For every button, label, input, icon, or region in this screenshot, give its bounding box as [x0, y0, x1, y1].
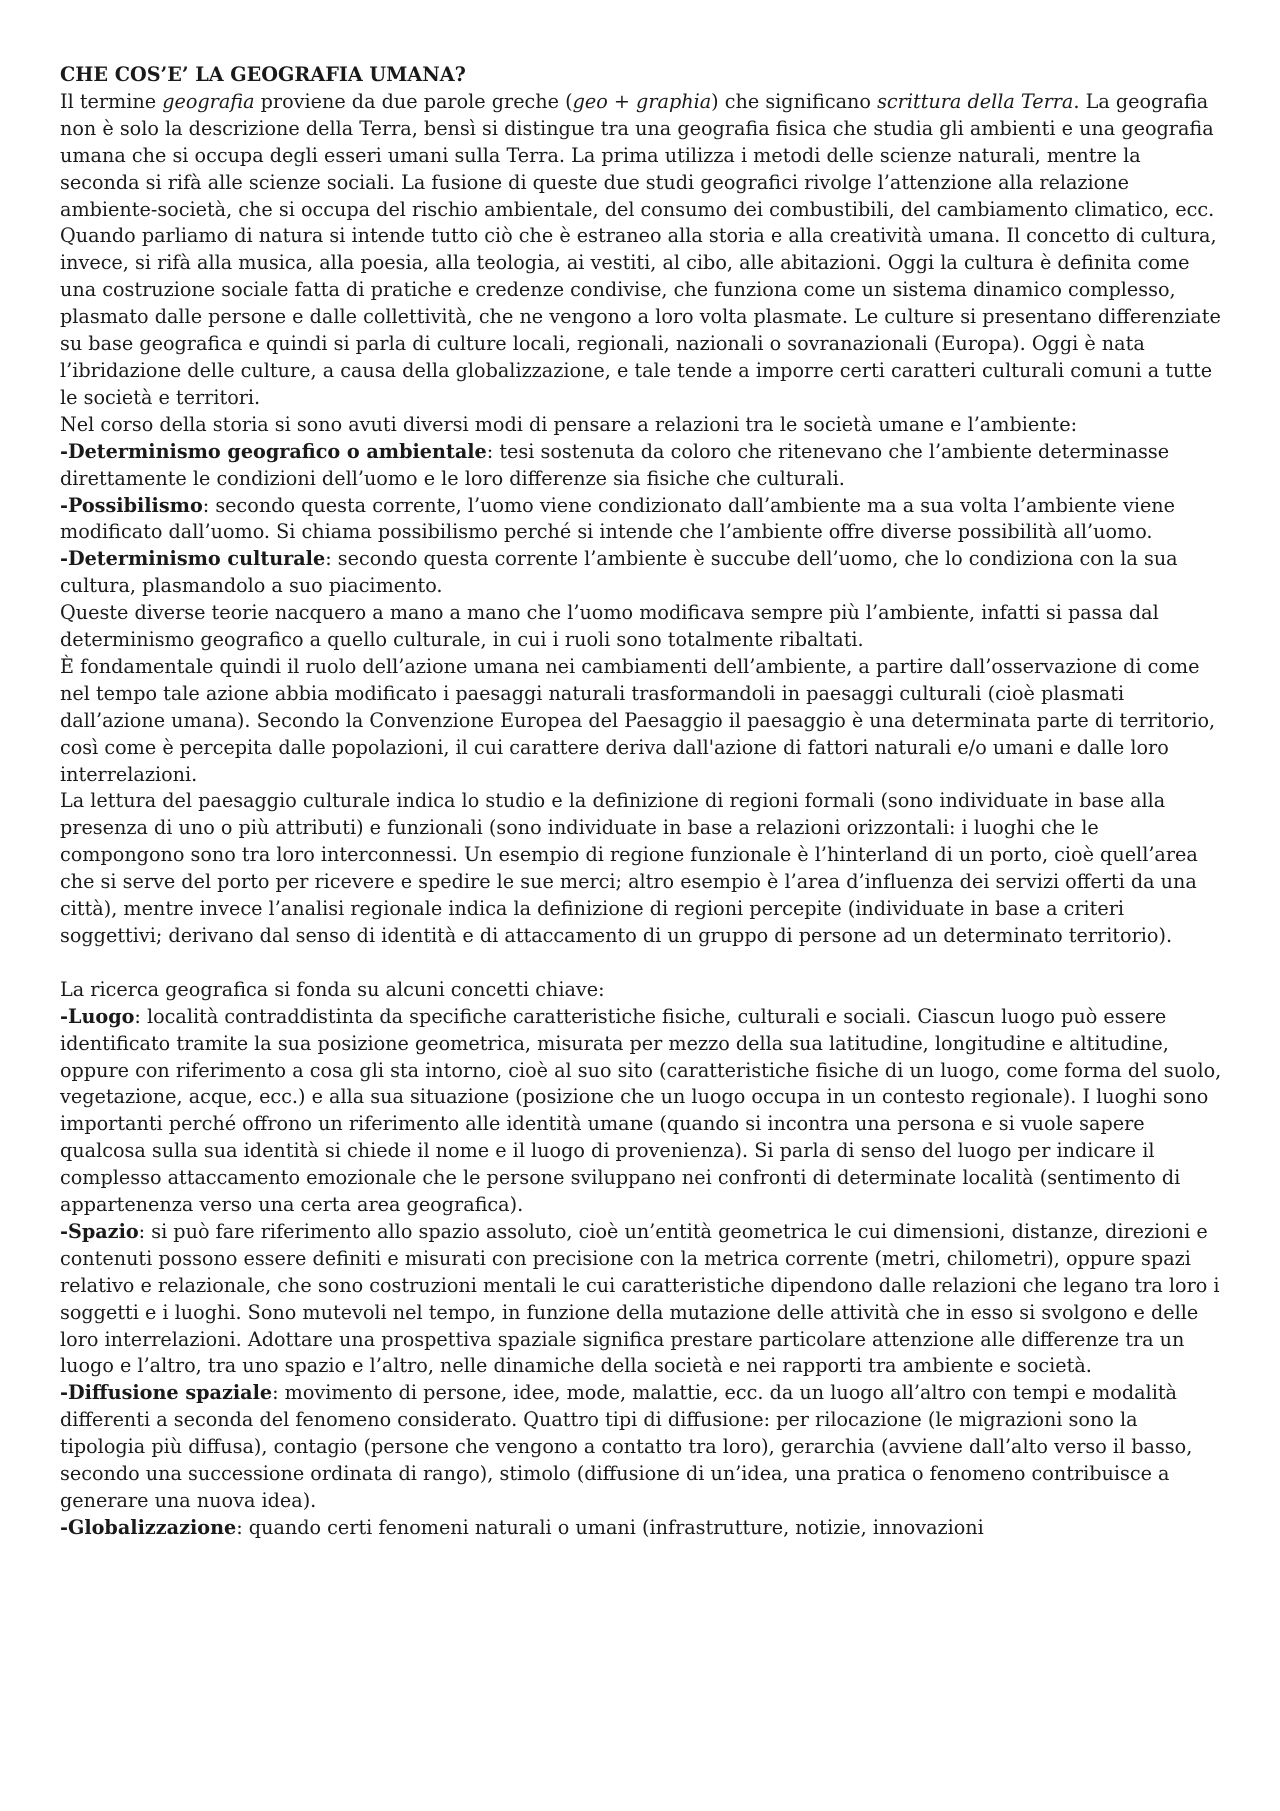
paragraph-theories-intro: Nel corso della storia si sono avuti diversi modi di pensare a relazioni tra le società umane e l’ambiente:	[60, 412, 1078, 436]
paragraph-key-concepts-intro: La ricerca geografica si fonda su alcuni concetti chiave:	[60, 977, 605, 1001]
italic-term: geografia	[162, 89, 255, 113]
document-title: CHE COS’E’ LA GEOGRAFIA UMANA?	[60, 63, 466, 86]
paragraph-nature-culture: Quando parliamo di natura si intende tutto ciò che è estraneo alla storia e alla creatività umana. Il concetto di cultura, invece, si rifà alla musica, alla poesia, alla teologia, ai vestiti, al cibo, alle abitazioni. Oggi la cultura è definita come una costruzione sociale fatta di pratiche e credenze condivise, che funziona come un sistema dinamico complesso, plasmato dalle persone e dalle collettività, che ne vengono a loro volta plasmate. Le culture si presentano differenziate su base geografica e quindi si parla di culture locali, regionali, nazionali o sovranazionali (Europa). Oggi è nata l’ibridazione delle culture, a causa della globalizzazione, e tale tende a imporre certi caratteri culturali comuni a tutte le società e territori.	[60, 224, 1221, 409]
theory-item	[60, 493, 1225, 547]
paragraph-intro	[60, 89, 1225, 224]
text-run: . La geografia non è solo la descrizione della Terra, bensì si distingue tra una geografia fisica che studia gli ambienti e una geografia umana che si occupa degli esseri umani sulla Terra. La prima utilizza i metodi delle scienze naturali, mentre la seconda si rifà alle scienze sociali. La fusione di queste due studi geografici rivolge l’attenzione alla relazione ambiente-società, che si occupa del rischio ambientale, del consumo dei combustibili, del cambiamento climatico, ecc.	[60, 89, 1215, 221]
concept-text: : quando certi fenomeni naturali o umani (infrastrutture, notizie, innovazioni	[236, 1515, 984, 1539]
theory-term: -Determinismo culturale	[60, 547, 326, 571]
theory-text: : secondo questa corrente, l’uomo viene condizionato dall’ambiente ma a sua volta l’ambiente viene modificato dall’uomo. Si chiama possibilismo perché si intende che l’ambiente offre diverse possibilità all’uomo.	[60, 493, 1176, 544]
paragraph-theories-evolution: Queste diverse teorie nacquero a mano a mano che l’uomo modificava sempre più l’ambiente, infatti si passa dal determinismo geografico a quello culturale, in cui i ruoli sono totalmente ribaltati.	[60, 601, 1159, 652]
paragraph-gap	[60, 950, 1225, 977]
concept-text: : movimento di persone, idee, mode, malattie, ecc. da un luogo all’altro con tempi e modalità differenti a seconda del fenomeno considerato. Quattro tipi di diffusione: per rilocazione (le migrazioni sono la tipologia più diffusa), contagio (persone che vengono a contatto tra loro), gerarchia (avviene dall’alto verso il basso, secondo una successione ordinata di rango), stimolo (diffusione di un’idea, una pratica o fenomeno contribuisce a generare una nuova idea).	[60, 1381, 1193, 1513]
italic-term: geo + graphia	[572, 89, 712, 113]
theory-term: -Determinismo geografico o ambientale	[60, 439, 487, 463]
concept-item	[60, 1004, 1225, 1219]
paragraph-regions: La lettura del paesaggio culturale indica lo studio e la definizione di regioni formali (sono individuate in base alla presenza di uno o più attributi) e funzionali (sono individuate in base a relazioni orizzontali: i luoghi che le compongono sono tra loro interconnessi. Un esempio di regione funzionale è l’hinterland di un porto, cioè quell’area che si serve del porto per ricevere e spedire le sue merci; altro esempio è l’area d’influenza dei servizi offerti da una città), mentre invece l’analisi regionale indica la definizione di regioni percepite (individuate in base a criteri soggettivi; derivano dal senso di identità e di attaccamento di un gruppo di persone ad un determinato territorio).	[60, 789, 1198, 947]
italic-term: scrittura della Terra	[877, 89, 1074, 113]
concept-text: : si può fare riferimento allo spazio assoluto, cioè un’entità geometrica le cui dimensioni, distanze, direzioni e contenuti possono essere definiti e misurati con precisione con la metrica corrente (metri, chilometri), oppure spazi relativo e relazionale, che sono costruzioni mentali le cui caratteristiche dipendono dalle relazioni che legano tra loro i soggetti e i luoghi. Sono mutevoli nel tempo, in funzione della mutazione delle attività che in esso si svolgono e delle loro interrelazioni. Adottare una prospettiva spaziale significa prestare particolare attenzione alle differenze tra un luogo e l’altro, tra uno spazio e l’altro, nelle dinamiche della società e nei rapporti tra ambiente e società.	[60, 1219, 1220, 1378]
concept-text: : località contraddistinta da specifiche caratteristiche fisiche, culturali e sociali. Ciascun luogo può essere identificato tramite la sua posizione geometrica, misurata per mezzo della sua latitudine, longitudine e altitudine, oppure con riferimento a cosa gli sta intorno, cioè al suo sito (caratteristiche fisiche di un luogo, come forma del suolo, vegetazione, acque, ecc.) e alla sua situazione (posizione che un luogo occupa in un contesto regionale). I luoghi sono importanti perché offrono un riferimento alle identità umane (quando si incontra una persona e si vuole sapere qualcosa sulla sua identità si chiede il nome e il luogo di provenienza). Si parla di senso del luogo per indicare il complesso attaccamento emozionale che le persone sviluppano nei confronti di determinate località (sentimento di appartenenza verso una certa area geografica).	[60, 1004, 1222, 1217]
concept-item	[60, 1219, 1225, 1380]
text-run: ) che significano	[711, 89, 878, 113]
text-run: Il termine	[60, 89, 163, 113]
theory-text: : tesi sostenuta da coloro che ritenevano che l’ambiente determinasse direttamente le condizioni dell’uomo e le loro differenze sia fisiche che culturali.	[60, 439, 1170, 490]
theory-term: -Possibilismo	[60, 493, 203, 517]
concept-term: -Diffusione spaziale	[60, 1381, 273, 1405]
concept-term: -Spazio	[60, 1219, 139, 1243]
concept-item	[60, 1515, 1225, 1542]
theory-item	[60, 439, 1225, 493]
concept-item	[60, 1380, 1225, 1515]
text-run: proviene da due parole greche (	[254, 89, 573, 113]
concept-term: -Luogo	[60, 1004, 135, 1028]
concept-term: -Globalizzazione	[60, 1515, 237, 1539]
paragraph-landscape: È fondamentale quindi il ruolo dell’azione umana nei cambiamenti dell’ambiente, a partire dall’osservazione di come nel tempo tale azione abbia modificato i paesaggi naturali trasformandoli in paesaggi culturali (cioè plasmati dall’azione umana). Secondo la Convenzione Europea del Paesaggio il paesaggio è una determinata parte di territorio, così come è percepita dalle popolazioni, il cui carattere deriva dall'azione di fattori naturali e/o umani e dalle loro interrelazioni.	[60, 654, 1216, 786]
theory-text: : secondo questa corrente l’ambiente è succube dell’uomo, che lo condiziona con la sua cultura, plasmandolo a suo piacimento.	[60, 547, 1178, 598]
theory-item	[60, 546, 1225, 600]
